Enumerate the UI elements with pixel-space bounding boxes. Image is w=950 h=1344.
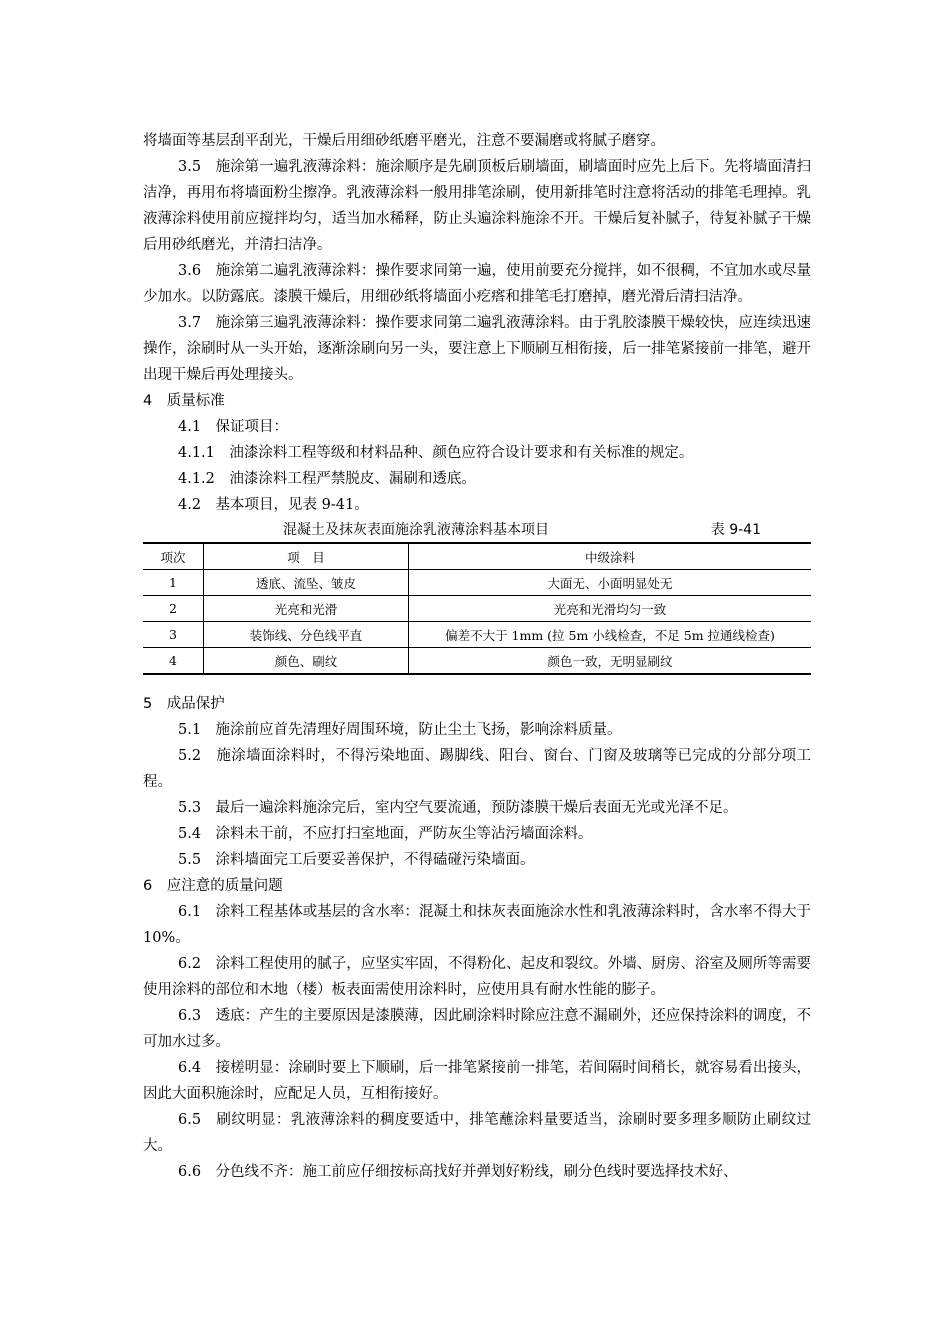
spacer — [143, 683, 811, 691]
table-header-cell: 项 目 — [204, 543, 409, 570]
table-cell: 装饰线、分色线平直 — [204, 622, 409, 648]
paragraph: 将墙面等基层刮平刮光，干燥后用细砂纸磨平磨光，注意不要漏磨或将腻子磨穿。 — [143, 133, 665, 149]
table-cell: 透底、流坠、皱皮 — [204, 570, 409, 596]
paragraph-5-3: 5.3 最后一遍涂料施涂完后，室内空气要流通，预防漆膜干燥后表面无光或光泽不足。 — [178, 800, 738, 816]
paragraphs-top — [143, 128, 811, 388]
section-heading: 6 应注意的质量问题 — [143, 878, 283, 894]
paragraph-5-1: 5.1 施涂前应首先清理好周围环境，防止尘土飞扬，影响涂料质量。 — [178, 722, 622, 738]
paragraph-4-1-1: 4.1.1 油漆涂料工程等级和材料品种、颜色应符合设计要求和有关标准的规定。 — [178, 445, 694, 461]
paragraph-3-6: 3.6 施涂第二遍乳液薄涂料：操作要求同第一遍，使用前要充分搅拌，如不很稠，不宜加水或尽量少加水。以防露底。漆膜干燥后，用细砂纸将墙面小疙瘩和排笔毛打磨掉，磨光滑后清扫洁净。 — [143, 263, 811, 305]
section-6 — [143, 873, 811, 1185]
table-cell: 光亮和光滑 — [204, 596, 409, 622]
paragraph-4-1-2: 4.1.2 油漆涂料工程严禁脱皮、漏刷和透底。 — [178, 471, 476, 487]
table-row — [143, 648, 811, 675]
table-cell: 2 — [169, 601, 177, 616]
document-page — [143, 128, 811, 1185]
table-header-cell: 项次 — [160, 549, 186, 565]
table-cell: 光亮和光滑均匀一致 — [409, 596, 812, 622]
table-cell: 大面无、小面明显处无 — [409, 570, 812, 596]
section-heading: 5 成品保护 — [143, 696, 225, 712]
table-cell: 4 — [169, 653, 177, 668]
paragraph-3-5: 3.5 施涂第一遍乳液薄涂料：施涂顺序是先刷顶板后刷墙面，刷墙面时应先上后下。先将墙面清扫洁净，再用布将墙面粉尘擦净。乳液薄涂料一般用排笔涂刷，使用新排笔时注意将活动的排笔毛理掉。乳液薄涂料使用前应搅拌均匀，适当加水稀释，防止头遍涂料施涂不开。干燥后复补腻子，待复补腻子干燥后用砂纸磨光，并清扫洁净。 — [143, 159, 811, 253]
section-5 — [143, 691, 811, 873]
table-row — [143, 622, 811, 648]
table-cell: 颜色、刷纹 — [204, 648, 409, 675]
table-header-cell: 中级涂料 — [409, 543, 812, 570]
paragraph-3-7: 3.7 施涂第三遍乳液薄涂料：操作要求同第二遍乳液薄涂料。由于乳胶漆膜干燥较快，应连续迅速操作，涂刷时从一头开始，逐渐涂刷向另一头，要注意上下顺刷互相衔接，后一排笔紧接前一排笔，避开出现干燥后再处理接头。 — [143, 315, 811, 383]
table-header-row — [143, 543, 811, 570]
paragraph-6-5: 6.5 刷纹明显：乳液薄涂料的稠度要适中，排笔蘸涂料量要适当，涂刷时要多理多顺防止刷纹过大。 — [143, 1112, 811, 1154]
paragraph-6-6: 6.6 分色线不齐：施工前应仔细按标高找好并弹划好粉线，刷分色线时要选择技术好、 — [178, 1164, 738, 1180]
paragraph-5-5: 5.5 涂料墙面完工后要妥善保护，不得磕碰污染墙面。 — [178, 852, 535, 868]
table-row — [143, 570, 811, 596]
table-title: 混凝土及抹灰表面施涂乳液薄涂料基本项目 — [283, 522, 549, 538]
section-heading: 4 质量标准 — [143, 393, 225, 409]
paragraph-4-1: 4.1 保证项目： — [178, 419, 289, 435]
table-cell: 偏差不大于 1mm (拉 5m 小线检查，不足 5m 拉通线检查) — [409, 622, 812, 648]
section-4 — [143, 388, 811, 518]
paragraph-6-3: 6.3 透底：产生的主要原因是漆膜薄，因此刷涂料时除应注意不漏刷外，还应保持涂料的调度，不可加水过多。 — [143, 1008, 811, 1050]
paragraph-5-2: 5.2 施涂墙面涂料时，不得污染地面、踢脚线、阳台、窗台、门窗及玻璃等已完成的分部分项工程。 — [143, 748, 811, 790]
table-cell: 3 — [169, 627, 177, 642]
table-cell: 1 — [169, 575, 177, 590]
table-row — [143, 596, 811, 622]
paragraph-6-2: 6.2 涂料工程使用的腻子，应坚实牢固，不得粉化、起皮和裂纹。外墙、厨房、浴室及厕所等需要使用涂料的部位和木地（楼）板表面需使用涂料时，应使用具有耐水性能的膨子。 — [143, 956, 811, 998]
paragraph-5-4: 5.4 涂料未干前，不应打扫室地面，严防灰尘等沾污墙面涂料。 — [178, 826, 593, 842]
quality-table — [143, 542, 811, 675]
paragraph-6-4: 6.4 接槎明显：涂刷时要上下顺刷，后一排笔紧接前一排笔，若间隔时间稍长，就容易看出接头，因此大面积施涂时，应配足人员，互相衔接好。 — [143, 1060, 811, 1102]
paragraph-6-1: 6.1 涂料工程基体或基层的含水率：混凝土和抹灰表面施涂水性和乳液薄涂料时，含水率不得大于 10%。 — [143, 904, 811, 946]
spacer — [143, 675, 811, 683]
paragraph-4-2: 4.2 基本项目，见表 9-41。 — [178, 497, 369, 513]
table-number: 表 9-41 — [710, 522, 761, 538]
table-caption — [143, 518, 811, 542]
table-cell: 颜色一致，无明显刷纹 — [409, 648, 812, 675]
